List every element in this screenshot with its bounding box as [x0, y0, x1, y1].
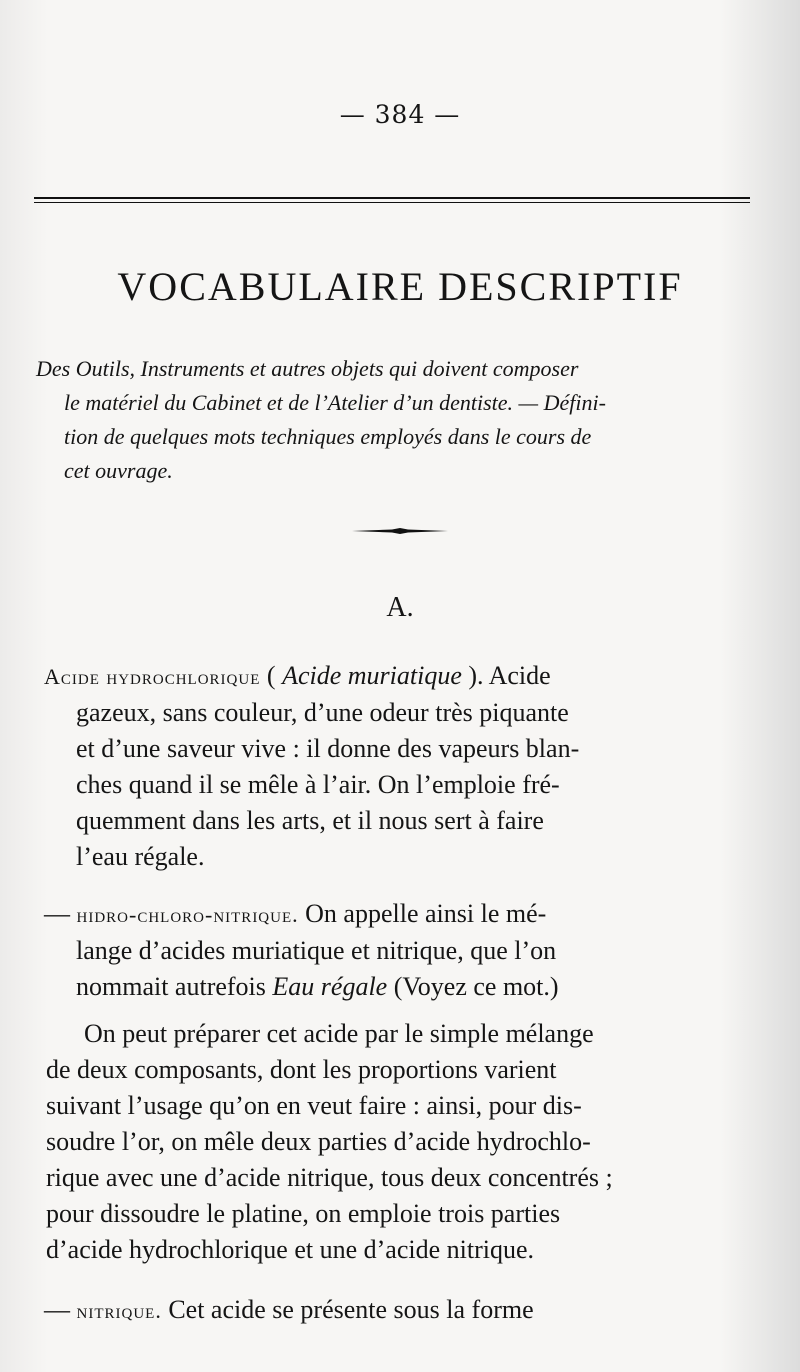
entry-term: nitrique. [76, 1298, 162, 1323]
entry-nitrique [44, 1292, 764, 1329]
entry-line: d’acide hydrochlorique et une d’acide nitrique. [46, 1235, 535, 1264]
entry-line: On peut préparer cet acide par le simple mélange [84, 1019, 594, 1048]
entry-line: ches quand il se mêle à l’air. On l’emploie fré- [76, 770, 560, 799]
entry-dash: — [44, 899, 77, 928]
entry-line: gazeux, sans couleur, d’une odeur très piquante [76, 698, 569, 727]
entry-crossref: Eau régale [272, 972, 388, 1001]
entry-paragraph [44, 658, 764, 875]
entry-line: pour dissoudre le platine, on emploie trois parties [46, 1199, 561, 1228]
entry-text: nommait autrefois [76, 972, 273, 1001]
entry-paragraph [44, 1292, 764, 1329]
entry-synonym: Acide muriatique [282, 661, 462, 690]
entry-hidro-chloro-nitrique [44, 896, 764, 1005]
entry-line: et d’une saveur vive : il donne des vapeurs blan- [76, 734, 580, 763]
entry-line: quemment dans les arts, et il nous sert à faire [76, 806, 544, 835]
subtitle-line: cet ouvrage. [64, 458, 173, 483]
entry-text: (Voyez ce mot.) [387, 972, 559, 1001]
entry-paragraph [44, 896, 764, 1005]
paren: ( [260, 661, 283, 690]
entry-text: Acide [483, 661, 551, 690]
page-number: — 384 — [339, 100, 461, 129]
ornament-divider [352, 528, 448, 534]
entry-line: soudre l’or, on mêle deux parties d’acide hydrochlo- [46, 1127, 591, 1156]
entry-line: de deux composants, dont les proportions varient [46, 1055, 557, 1084]
entry-line: suivant l’usage qu’on en veut faire : ainsi, pour dis- [46, 1091, 582, 1120]
entry-text: On appelle ainsi le mé- [298, 899, 547, 928]
entry-dash: — [44, 1295, 77, 1324]
subtitle-line: le matériel du Cabinet et de l’Atelier d’un dentiste. — Défini- [64, 390, 606, 415]
paragraph-preparation [46, 1016, 766, 1268]
subtitle-line: tion de quelques mots techniques employés dans le cours de [64, 424, 592, 449]
entry-term: hidro-chloro-nitrique. [76, 902, 299, 927]
entry-text: Cet acide se présente sous la forme [161, 1295, 534, 1324]
entry-term: Acide hydrochlorique [44, 664, 261, 689]
header-rule [34, 197, 750, 203]
entry-line: lange d’acides muriatique et nitrique, que l’on [76, 936, 557, 965]
section-letter: A. [386, 592, 414, 623]
paren: ). [461, 661, 484, 690]
subtitle-line: Des Outils, Instruments et autres objets qui doivent composer [36, 356, 579, 381]
entry-paragraph [46, 1016, 766, 1268]
subtitle [36, 352, 756, 488]
page-title: VOCABULAIRE DESCRIPTIF [117, 264, 683, 309]
entry-acide-hydrochlorique [44, 658, 764, 875]
entry-line: rique avec une d’acide nitrique, tous deux concentrés ; [46, 1163, 613, 1192]
entry-line: l’eau régale. [76, 842, 205, 871]
